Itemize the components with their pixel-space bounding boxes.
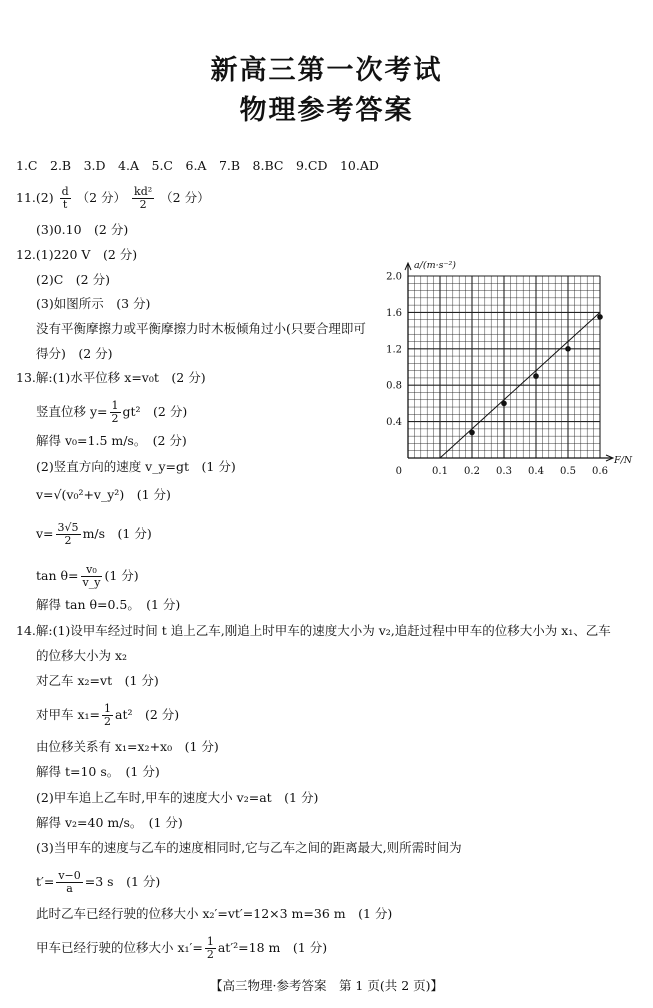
a-f-graph: [370, 246, 640, 478]
q14-line11: 此时乙车已经行驶的位移大小 x₂′=vt′=12×3 m=36 m (1 分): [36, 906, 393, 921]
q14-line2: 的位移大小为 x₂: [36, 648, 128, 663]
q11-label: 11.(2): [16, 190, 54, 205]
chart-axes: [405, 263, 613, 461]
q13-line7: tan θ= $\frac{\text{v₀}}{v\_y}$ (1 分): [36, 563, 139, 589]
y-tick-label: 2.0: [386, 271, 402, 283]
q14-line10: t′= $\frac{v-0}{a}$ =3 s (1 分): [36, 869, 161, 895]
x-axis-label: F/N: [614, 455, 633, 466]
data-point: [533, 373, 539, 379]
x-tick-label: 0.2: [464, 466, 480, 474]
q14-line7: (2)甲车追上乙车时,甲车的速度大小 v₂=at (1 分): [36, 790, 319, 805]
chart-grid: [408, 276, 600, 458]
data-point: [501, 401, 507, 407]
q14-line12: 甲车已经行驶的位移大小 x₁′= $\frac{1}{2}$ at′²=18 m (1 分): [36, 935, 328, 961]
q13-line2: 竖直位移 y= $\frac{1}{2}$ gt² (2 分): [36, 399, 188, 425]
y-tick-label: 0.8: [386, 380, 402, 392]
tick-labels-layer: [386, 260, 633, 474]
y-tick-label: 0.4: [386, 417, 402, 429]
y-tick-label: 1.2: [386, 344, 402, 356]
q11-frac2: $\frac{\text{kd²}}{2}$: [134, 185, 153, 211]
q11-frac1: $\frac{d}{t}$: [61, 185, 69, 211]
q14-line3: 对乙车 x₂=vt (1 分): [36, 673, 159, 688]
x-tick-label: 0.3: [496, 466, 512, 474]
q12-part4a: 没有平衡摩擦力或平衡摩擦力时木板倾角过小(只要合理即可: [36, 321, 366, 336]
q14-line8: 解得 v₂=40 m/s。 (1 分): [36, 815, 183, 830]
q13-line4: (2)竖直方向的速度 v_y=gt (1 分): [36, 459, 236, 474]
q13-line6: v= $\frac{3√5}{2}$ m/s (1 分): [36, 521, 152, 547]
q13-line3: 解得 v₀=1.5 m/s。 (2 分): [36, 433, 187, 448]
q14-line4: 对甲车 x₁= $\frac{1}{2}$ at² (2 分): [36, 702, 180, 728]
q13-line8: 解得 tan θ=0.5。 (1 分): [36, 597, 181, 612]
q11-score1: （2 分）: [76, 190, 127, 205]
q11-part3: (3)0.10 (2 分): [36, 222, 129, 237]
q11-score2: （2 分）: [160, 190, 210, 205]
page-subtitle: 物理参考答案: [239, 95, 414, 126]
q11-line1: [16, 186, 210, 211]
q13-line1: 13.解:(1)水平位移 x=v₀t (2 分): [16, 370, 206, 385]
data-point: [469, 430, 475, 436]
a-f-chart: [370, 246, 640, 474]
x-tick-label: 0.6: [592, 466, 608, 474]
q14-line1: 14.解:(1)设甲车经过时间 t 追上乙车,刚追上时甲车的速度大小为 v₂,追赶过程中甲车的位移大小为 x₁、乙车: [16, 623, 611, 638]
q12-part1: 12.(1)220 V (2 分): [16, 247, 138, 262]
mc-answers: 1.C 2.B 3.D 4.A 5.C 6.A 7.B 8.BC 9.CD 10.AD: [16, 158, 379, 173]
q14-line9: (3)当甲车的速度与乙车的速度相同时,它与乙车之间的距离最大,则所需时间为: [36, 840, 462, 855]
data-point: [597, 314, 603, 320]
q13-line5: v=√(v₀²+v_y²) (1 分): [36, 487, 171, 502]
q14-line5: 由位移关系有 x₁=x₂+x₀ (1 分): [36, 739, 219, 754]
page-footer: 【高三物理·参考答案 第 1 页(共 2 页)】: [209, 978, 444, 993]
x-tick-label: 0.4: [528, 466, 544, 474]
q12-part4b: 得分) (2 分): [36, 346, 113, 361]
x-tick-label: 0.1: [432, 466, 448, 474]
y-axis-label: a/(m·s⁻²): [414, 260, 457, 271]
y-tick-label: 1.6: [386, 307, 402, 319]
q14-line6: 解得 t=10 s。 (1 分): [36, 764, 160, 779]
x-tick-label: 0.5: [560, 466, 576, 474]
q12-part2: (2)C (2 分): [36, 272, 110, 287]
page-title: 新高三第一次考试: [210, 55, 443, 86]
origin-label: 0: [395, 466, 402, 474]
q12-part3: (3)如图所示 (3 分): [36, 296, 151, 311]
data-point: [565, 346, 571, 352]
